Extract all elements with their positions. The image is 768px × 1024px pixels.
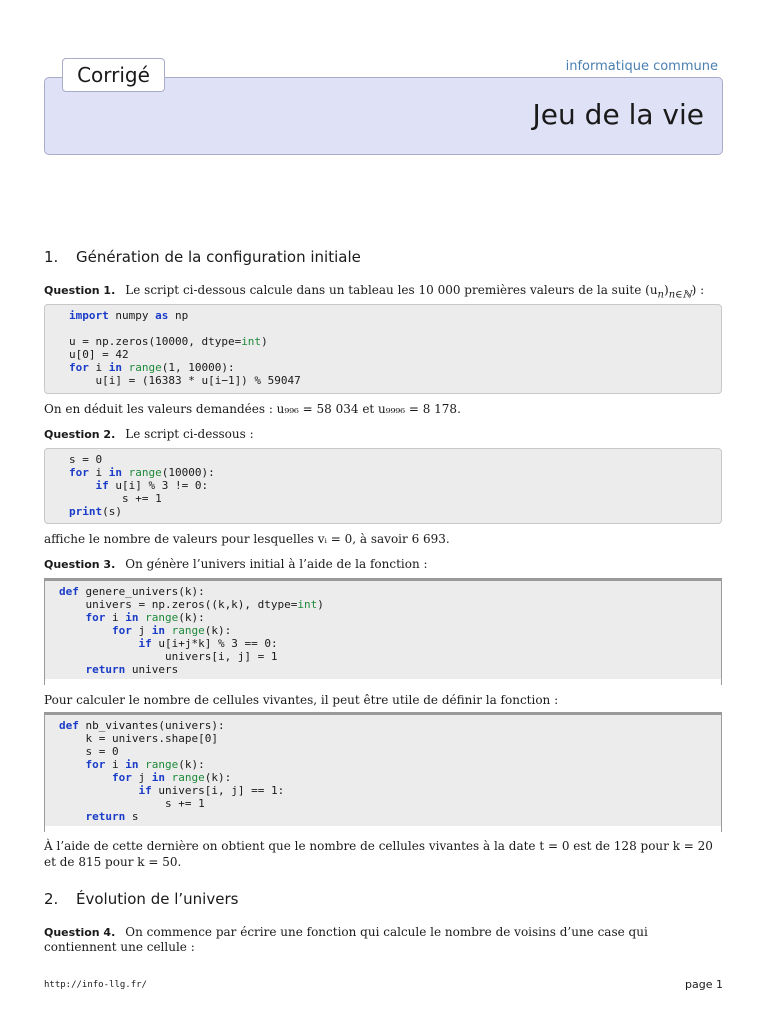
code-line: u[0] = 42 <box>69 348 129 361</box>
code-line: s = 0 <box>69 453 103 466</box>
code-block-1 <box>44 304 722 394</box>
section-number: 2. <box>44 890 59 908</box>
document-title: Jeu de la vie <box>532 98 704 131</box>
code-line: u[i] = (16383 * u[i−1]) % 59047 <box>69 374 301 387</box>
code-line: for i in range(k): <box>85 758 205 771</box>
code-line: s += 1 <box>59 797 205 810</box>
question-label: Question 4. <box>44 926 116 939</box>
question-label: Question 3. <box>44 558 116 571</box>
code-line: for i in range(1, 10000): <box>69 361 235 374</box>
code-line: return univers <box>85 663 179 676</box>
math-subscript: n <box>657 289 664 301</box>
section-title: Évolution de l’univers <box>76 890 239 908</box>
code-line: univers = np.zeros((k,k), dtype=int) <box>59 598 324 611</box>
code-block-genere-univers <box>44 578 722 679</box>
math-subscript-set: n∈ℕ <box>668 289 692 301</box>
code-line: import numpy as np <box>69 309 189 322</box>
section-heading-2 <box>44 890 238 908</box>
code-line <box>69 322 721 335</box>
code-line: for i in range(10000): <box>69 466 215 479</box>
code-line: u = np.zeros(10000, dtype=int) <box>69 335 268 348</box>
page-number: page 1 <box>685 978 723 991</box>
code-line: def nb_vivantes(univers): <box>59 719 225 732</box>
code-line: if univers[i, j] == 1: <box>138 784 285 797</box>
question-3-answer: À l’aide de cette dernière on obtient que le nombre de cellules vivantes à la date t = 0 est de 128 pour k = 20 et de 815 pour k = 50. <box>44 839 713 869</box>
question-1 <box>44 283 724 302</box>
code-line: k = univers.shape[0] <box>59 732 218 745</box>
code-block-nb-vivantes <box>44 712 722 826</box>
question-3-text: Pour calculer le nombre de cellules vivantes, il peut être utile de définir la fonction : <box>44 693 559 707</box>
question-text: Le script ci-dessous calcule dans un tableau les 10 000 premières valeurs de la suite (u <box>125 283 658 297</box>
question-1-answer: On en déduit les valeurs demandées : u₉₉₆ = 58 034 et u₉₉₉₆ = 8 178. <box>44 402 461 416</box>
code-line: return s <box>85 810 139 823</box>
code-line: univers[i, j] = 1 <box>59 650 278 663</box>
footer-url: http://info-llg.fr/ <box>44 980 147 990</box>
section-number: 1. <box>44 248 59 266</box>
course-tag: informatique commune <box>565 59 718 74</box>
question-2 <box>44 427 724 442</box>
question-text: On génère l’univers initial à l’aide de la fonction : <box>125 557 428 571</box>
paren-close: ) <box>664 283 669 297</box>
code-line: def genere_univers(k): <box>59 585 205 598</box>
question-label: Question 2. <box>44 428 116 441</box>
question-2-answer: affiche le nombre de valeurs pour lesquelles vᵢ = 0, à savoir 6 693. <box>44 532 450 546</box>
code-line: for i in range(k): <box>85 611 205 624</box>
question-text: On commence par écrire une fonction qui calcule le nombre de voisins d’une case qui contiennent une cellule : <box>44 925 648 954</box>
question-text: Le script ci-dessous : <box>125 427 254 441</box>
corrige-badge: Corrigé <box>62 58 165 92</box>
code-block-2 <box>44 448 722 524</box>
section-heading-1 <box>44 248 361 266</box>
question-tail: ) : <box>691 283 705 297</box>
code-line: s = 0 <box>59 745 119 758</box>
code-line: for j in range(k): <box>111 624 232 637</box>
question-3 <box>44 557 724 572</box>
section-title: Génération de la configuration initiale <box>76 248 361 266</box>
code-line: if u[i+j*k] % 3 == 0: <box>138 637 278 650</box>
code-line: if u[i] % 3 != 0: <box>95 479 209 492</box>
question-4 <box>44 925 724 955</box>
code-line: print(s) <box>69 505 122 518</box>
code-line: for j in range(k): <box>111 771 232 784</box>
question-label: Question 1. <box>44 284 116 297</box>
code-line: s += 1 <box>69 492 162 505</box>
